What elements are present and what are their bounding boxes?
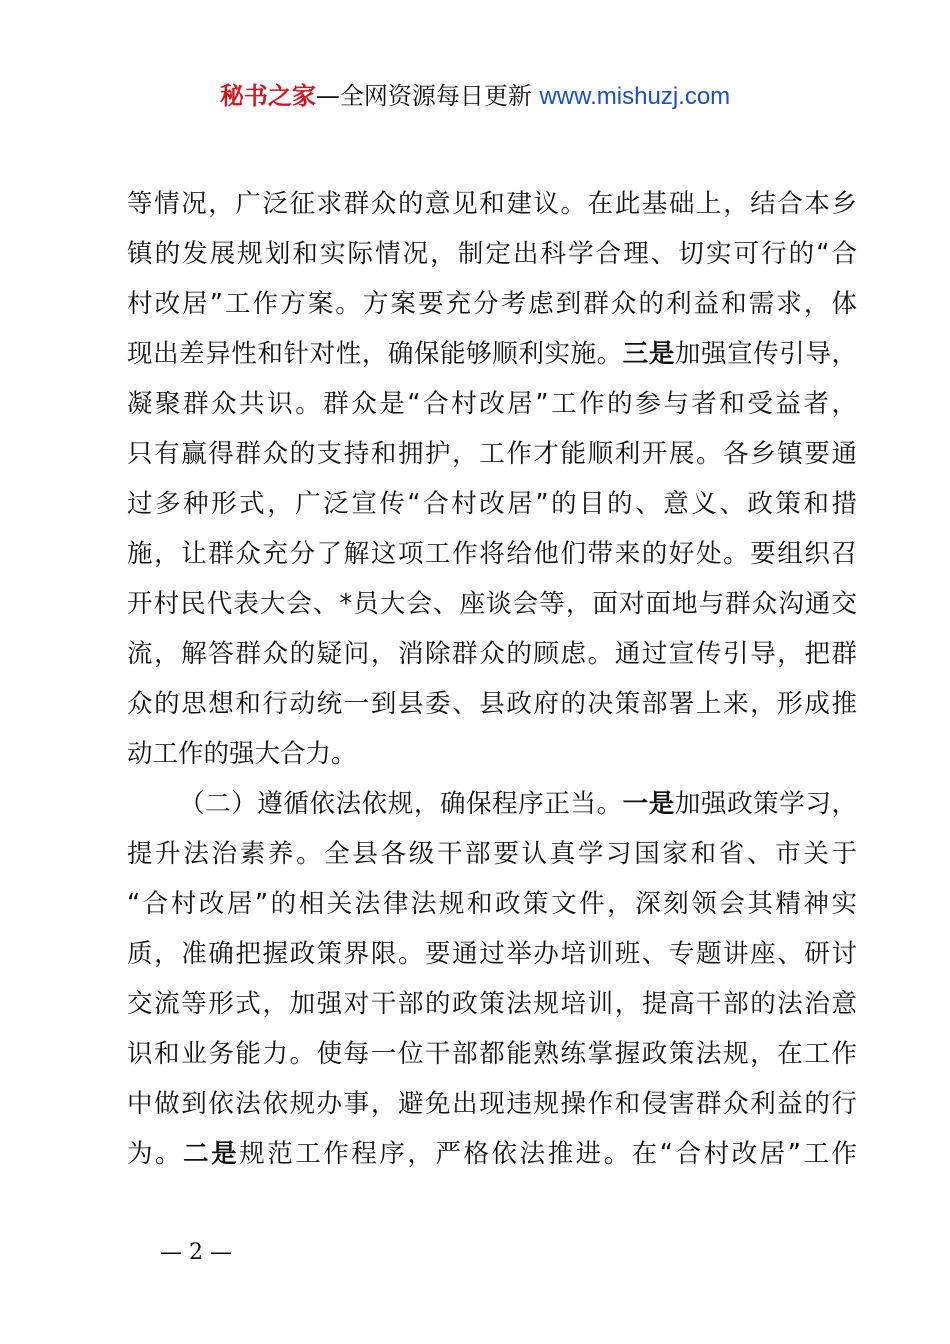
text-line: 等情况，广泛征求群众的意见和建议。在此基础上，结合本乡 xyxy=(127,189,857,219)
text-line: 识和业务能力。使每一位干部都能熟练掌握政策法规，在工作 xyxy=(127,1039,857,1069)
text-line: “合村改居”的相关法律法规和政策文件，深刻领会其精神实 xyxy=(127,889,857,919)
text-line: 质，准确把握政策界限。要通过举办培训班、专题讲座、研讨 xyxy=(127,939,857,969)
header-tagline: —全网资源每日更新 xyxy=(315,82,540,110)
site-url-link[interactable]: www.mishuzj.com xyxy=(539,83,731,110)
text-line: 镇的发展规划和实际情况，制定出科学合理、切实可行的“合 xyxy=(127,239,857,269)
text-line: 过多种形式，广泛宣传“合村改居”的目的、意义、政策和措 xyxy=(127,489,857,519)
text-line: 凝聚群众共识。群众是“合村改居”工作的参与者和受益者， xyxy=(127,389,857,419)
text-line: 村改居”工作方案。方案要充分考虑到群众的利益和需求，体 xyxy=(127,289,857,319)
text-line: 只有赢得群众的支持和拥护，工作才能顺利开展。各乡镇要通 xyxy=(127,439,857,469)
text-line: 动工作的强大合力。 xyxy=(127,739,357,769)
text-line: 为。二是规范工作程序，严格依法推进。在“合村改居”工作 xyxy=(127,1139,857,1169)
text-line: 提升法治素养。全县各级干部要认真学习国家和省、市关于 xyxy=(127,839,857,869)
brand-name: 秘书之家 xyxy=(219,82,316,110)
page-number: — 2 — xyxy=(160,1240,232,1265)
text-line: 中做到依法依规办事，避免出现违规操作和侵害群众利益的行 xyxy=(127,1089,857,1119)
text-line: 现出差异性和针对性，确保能够顺利实施。三是加强宣传引导， xyxy=(127,339,857,369)
bold-keyword: 三是 xyxy=(622,339,675,369)
section-heading-line: （二）遵循依法依规，确保程序正当。一是加强政策学习， xyxy=(179,789,857,819)
text-line: 众的思想和行动统一到县委、县政府的决策部署上来，形成推 xyxy=(127,689,857,719)
text-line: 流，解答群众的疑问，消除群众的顾虑。通过宣传引导，把群 xyxy=(127,639,857,669)
text-line: 施，让群众充分了解这项工作将给他们带来的好处。要组织召 xyxy=(127,539,857,569)
bold-keyword: 二是 xyxy=(183,1139,240,1169)
text-line: 交流等形式，加强对干部的政策法规培训，提高干部的法治意 xyxy=(127,989,857,1019)
text-line: 开村民代表大会、*员大会、座谈会等，面对面地与群众沟通交 xyxy=(127,589,857,619)
bold-keyword: 一是 xyxy=(622,789,675,819)
site-header xyxy=(0,80,950,113)
